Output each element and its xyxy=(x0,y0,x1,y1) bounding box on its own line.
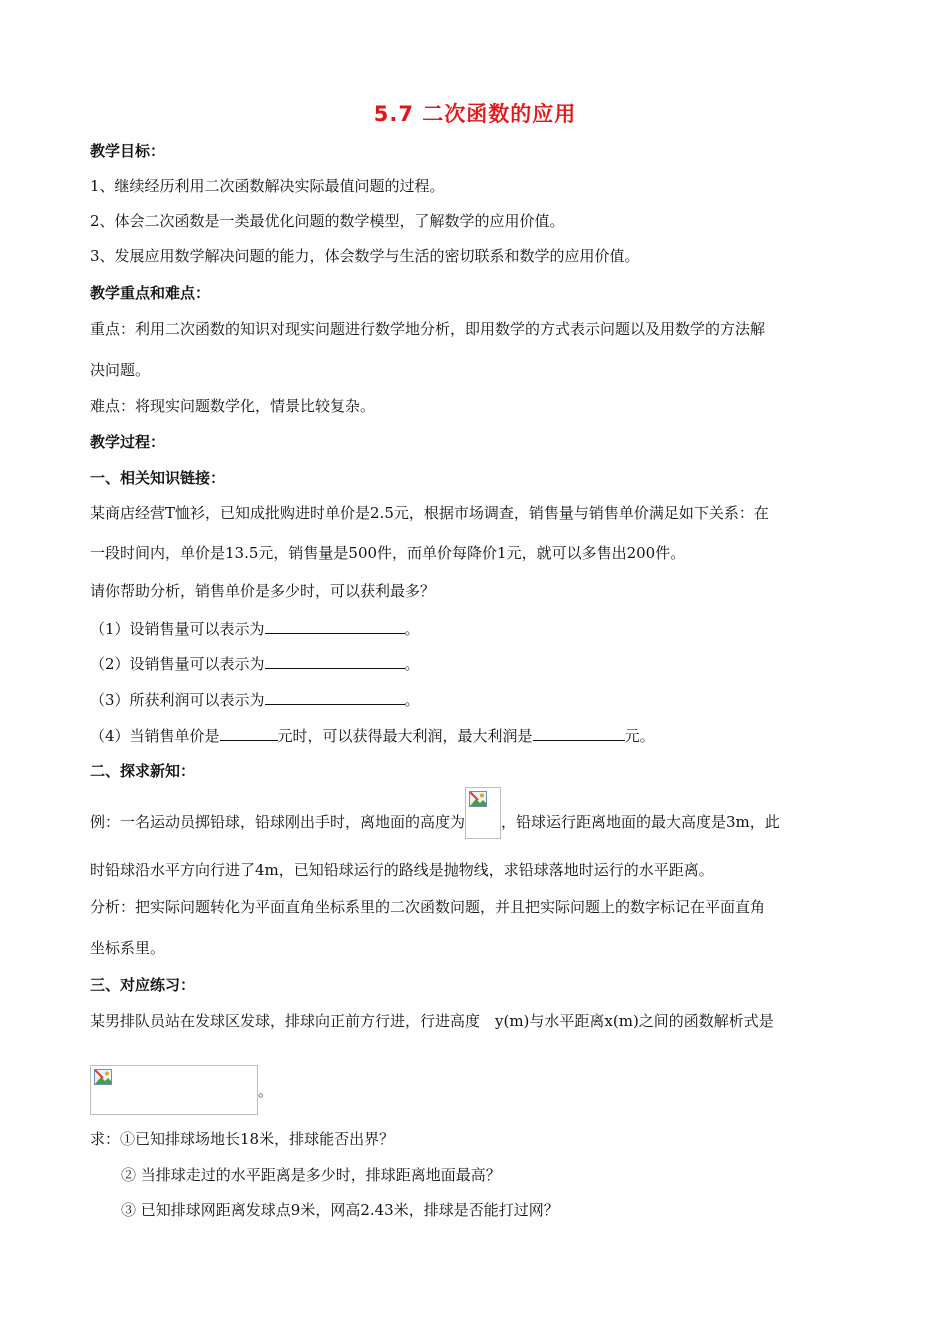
formula-image-placeholder xyxy=(465,787,501,839)
key-point-line-1: 重点：利用二次函数的知识对现实问题进行数学地分析，即用数学的方式表示问题以及用数学的方法解 xyxy=(90,320,766,338)
section-1-question: 请你帮助分析，销售单价是多少时，可以获利最多？ xyxy=(90,582,436,600)
goal-item-2: 2、体会二次函数是一类最优化问题的数学模型，了解数学的应用价值。 xyxy=(90,212,565,230)
example-text-b: ，铅球运行距离地面的最大高度是3m，此 xyxy=(501,813,780,831)
goal-item-1: 1、继续经历利用二次函数解决实际最值问题的过程。 xyxy=(90,177,445,195)
goal-item-3: 3、发展应用数学解决问题的能力，体会数学与生活的密切联系和数学的应用价值。 xyxy=(90,247,640,265)
example-line-2: 时铅球沿水平方向行进了4m，已知铅球运行的路线是抛物线，求铅球落地时运行的水平距离。 xyxy=(90,861,714,879)
section-1-para-line-1: 某商店经营T恤衫，已知成批购进时单价是2.5元，根据市场调查，销售量与销售单价满足如下关系：在 xyxy=(90,504,769,522)
page-title: 5.7 二次函数的应用 xyxy=(373,102,577,126)
fill-question-3-text: （3）所获利润可以表示为 xyxy=(90,691,265,709)
section-1-para-line-2: 一段时间内，单价是13.5元，销售量是500件，而单价每降价1元，就可以多售出200件。 xyxy=(90,544,686,562)
fill-question-4-text-a: （4）当销售单价是 xyxy=(90,727,220,745)
answer-blank-2[interactable] xyxy=(265,652,405,669)
ask-3: ③ 已知排球网距离发球点9米，网高2.43米，排球是否能打过网？ xyxy=(121,1201,559,1219)
fill-question-2-text: （2）设销售量可以表示为 xyxy=(90,655,265,673)
goals-heading: 教学目标： xyxy=(90,142,166,160)
broken-image-icon xyxy=(94,1069,112,1085)
answer-blank-1[interactable] xyxy=(265,617,405,634)
keypoints-heading: 教学重点和难点： xyxy=(90,284,211,302)
formula-line xyxy=(90,1065,273,1115)
fill-question-4 xyxy=(90,724,655,746)
section-3-para-line-1: 某男排队员站在发球区发球，排球向正前方行进，行进高度 y(m)与水平距离x(m)之间的函数解析式是 xyxy=(90,1012,774,1030)
analysis-line-1: 分析：把实际问题转化为平面直角坐标系里的二次函数问题，并且把实际问题上的数字标记在平面直角 xyxy=(90,898,766,916)
fill-question-2 xyxy=(90,652,420,674)
key-point-line-2: 决问题。 xyxy=(90,361,151,379)
fill-question-1-end: 。 xyxy=(404,620,420,638)
example-line-1 xyxy=(90,807,780,839)
fill-question-4-text-c: 元。 xyxy=(624,727,655,745)
fill-question-3 xyxy=(90,688,420,710)
example-text-a: 例：一名运动员掷铅球，铅球刚出手时，离地面的高度为 xyxy=(90,813,466,831)
ask-2: ② 当排球走过的水平距离是多少时，排球距离地面最高？ xyxy=(121,1166,501,1184)
formula-end-mark: 。 xyxy=(258,1082,274,1100)
answer-blank-price[interactable] xyxy=(220,724,278,741)
process-heading: 教学过程： xyxy=(90,433,166,451)
fill-question-2-end: 。 xyxy=(404,655,420,673)
difficulty-point: 难点：将现实问题数学化，情景比较复杂。 xyxy=(90,397,376,415)
fill-question-3-end: 。 xyxy=(404,691,420,709)
ask-1: 求：①已知排球场地长18米，排球能否出界？ xyxy=(90,1130,395,1148)
volleyball-formula-image-placeholder xyxy=(90,1065,258,1115)
fill-question-1-text: （1）设销售量可以表示为 xyxy=(90,620,265,638)
analysis-line-2: 坐标系里。 xyxy=(90,939,166,957)
section-2-heading: 二、探求新知： xyxy=(90,762,196,780)
broken-image-icon xyxy=(469,791,487,807)
fill-question-1 xyxy=(90,617,420,639)
answer-blank-3[interactable] xyxy=(265,688,405,705)
section-1-heading: 一、相关知识链接： xyxy=(90,469,226,487)
answer-blank-profit[interactable] xyxy=(533,724,625,741)
fill-question-4-text-b: 元时，可以获得最大利润，最大利润是 xyxy=(277,727,533,745)
section-3-heading: 三、对应练习： xyxy=(90,976,196,994)
